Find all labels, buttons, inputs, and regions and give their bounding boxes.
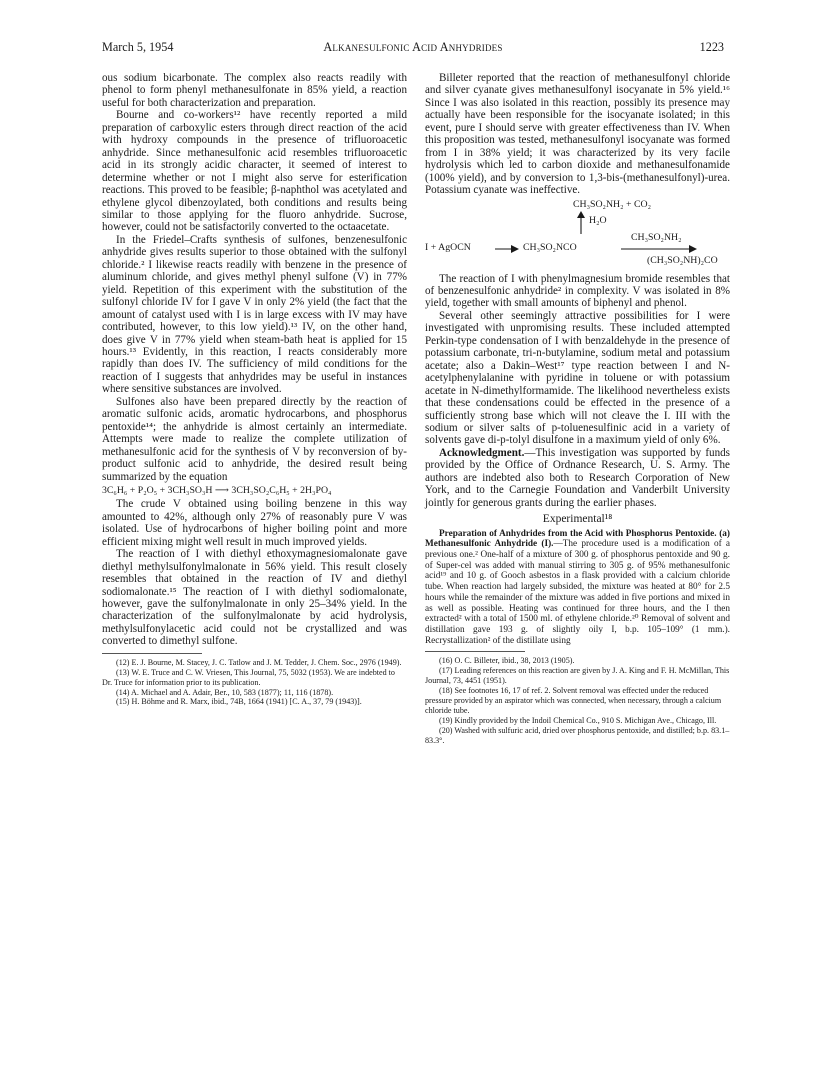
footnotes bbox=[425, 656, 730, 745]
paragraph: Sulfones also have been prepared directly by the reaction of aromatic sulfonic acids, aromatic hydrocarbons, and phosphorus pentoxide¹⁴; the anhydride is almost certainly an intermediate. Attempts were made to realize the complete utilization of methanesulfonic acid for the synthesis of V by reconversion of by-product sulfonic acid to anhydride, the desired result being summarized by the equation bbox=[102, 395, 407, 483]
up-arrow-icon bbox=[575, 211, 587, 235]
footnote: (20) Washed with sulfuric acid, dried over phosphorus pentoxide, and distilled; b.p. 83.1–83.3°. bbox=[425, 725, 730, 745]
footnote: (14) A. Michael and A. Adair, Ber., 10, 583 (1877); 11, 116 (1878). bbox=[116, 687, 334, 697]
chemical-equation: 3C₆H₆ + P₂O₅ + 3CH₃SO₃H ⟶ 3CH₃SO₂C₆H₅ + 2H₃PO₄ bbox=[102, 484, 332, 496]
scheme-urea-product: (CH₃SO₂NH)₂CO bbox=[647, 254, 718, 266]
footnotes bbox=[102, 658, 407, 708]
header-title: Alkanesulfonic Acid Anhydrides bbox=[323, 40, 503, 54]
footnote: (13) W. E. Truce and C. W. Vriesen, This Journal, 75, 5032 (1953). We are indebted to Dr. Truce for information prior to its publication. bbox=[102, 667, 395, 687]
paragraph: The crude V obtained using boiling benzene in this way amounted to 42%, although only 27% of reasonably pure V was isolated. Use of hydrocarbons of higher boiling point and more efficient mixing might well result in much improved yields. bbox=[102, 498, 407, 548]
page-number: 1223 bbox=[699, 40, 724, 54]
paragraph: In the Friedel–Crafts synthesis of sulfones, benzenesulfonic anhydride gives results superior to those obtained with the sulfonyl chloride.² I likewise reacts readily with benzene in the presence of aluminum chloride, and gives methyl phenyl sulfone (V) in 77% yield. Repetition of this experiment with the substitution of the sulfonyl chloride IV for I gave V in only 2% yield (the fact that the amount of catalyst used with I is in large excess with IV may have contributed, however, to this low yield).¹³ IV, on the other hand, does give V in 77% yield when steam-bath heat is applied for 15 hours.¹³ Evidently, in this reaction, I reacts considerably more rapidly than does IV. The sufficiency of mild conditions for the reaction of I suggests that anhydrides may be useful in instances where sensitive substances are involved. bbox=[102, 233, 407, 396]
scheme-reagent: CH₃SO₂NH₂ bbox=[631, 231, 682, 243]
section-heading-experimental: Experimental¹⁸ bbox=[542, 513, 613, 526]
footnote: (15) H. Böhme and R. Marx, ibid., 74B, 1664 (1941) [C. A., 37, 79 (1943)]. bbox=[116, 697, 362, 707]
footnote-divider bbox=[102, 653, 202, 654]
footnote: (19) Kindly provided by the Indoil Chemical Co., 910 S. Michigan Ave., Chicago, Ill. bbox=[439, 715, 717, 725]
footnote: (18) See footnotes 16, 17 of ref. 2. Solvent removal was effected under the reduced pressure provided by an aspirator which was connected, when necessary, through a calcium chloride tube. bbox=[425, 686, 722, 715]
scheme-reactants: I + AgOCN bbox=[425, 241, 471, 253]
acknowledgment-label: Acknowledgment. bbox=[439, 446, 525, 459]
footnote: (12) E. J. Bourne, M. Stacey, J. C. Tatlow and J. M. Tedder, J. Chem. Soc., 2976 (1949). bbox=[116, 657, 402, 667]
left-column bbox=[102, 72, 407, 707]
right-arrow-icon bbox=[621, 243, 697, 255]
paragraph: The reaction of I with phenylmagnesium bromide resembles that of benzenesulfonic anhydride² in complexity. V was isolated in 8% yield, together with small amounts of biphenyl and phenol. bbox=[425, 272, 730, 310]
paragraph: Billeter reported that the reaction of methanesulfonyl chloride and silver cyanate gives methanesulfonyl isocyanate in 5% yield.¹⁶ Since I was also isolated in this reaction, possibly its presence may actually have been responsible for the isocyanate isolated; in this event, pure I should serve with greater effectiveness than IV. When this proposition was tested, methanesulfonyl isocyanate was formed from I in 38% yield; it was characterized by its very facile hydrolysis which led to carbon dioxide and methanesulfonamide (100% yield), and by conversion to 1,3-bis-(methanesulfonyl)-urea. Potassium cyanate was ineffective. bbox=[425, 72, 730, 197]
running-header bbox=[102, 40, 724, 56]
reaction-scheme bbox=[425, 199, 730, 271]
scheme-top-product: CH₃SO₂NH₂ + CO₂ bbox=[573, 198, 651, 210]
experimental-text: —The procedure used is a modification of a previous one.² One-half of a mixture of 300 g. of phosphorus pentoxide and 90 g. of Super-cel was added with manual stirring to 305 g. of 95% methanesulfonic acid¹⁹ and 10 g. of Gooch asbestos in a flask provided with a calcium chloride tube. When reaction had largely subsided, the mixture was heated at 80° for 2.5 hours while the remainder of the mixture was added in five portions and mixed in as well as possible. Heating was continued for three hours, and the I then extracted² with a total of 1500 ml. of ethylene chloride.²⁰ Removal of solvent and distillation gave 193 g. of slightly oily I, b.p. 105–109° (1 mm.). Recrystallization² of the distillate using bbox=[425, 539, 730, 646]
paragraph: The reaction of I with diethyl ethoxymagnesiomalonate gave diethyl methylsulfonylmalonate in 56% yield. This result closely resembles that obtained in the reaction of IV and diethyl sodiomalonate.¹⁵ The reaction of I with diethyl sodiomalonate, however, gave the sulfonylmalonate in only 25–34% yield. In the characterization of the sulfonylmalonate by acid hydrolysis, methylsulfonylacetic acid could not be crystallized and was converted to dimethyl sulfone. bbox=[102, 548, 407, 648]
footnote: (17) Leading references on this reaction are given by J. A. King and F. H. McMillan, This Journal, 73, 4451 (1951). bbox=[425, 666, 730, 686]
experimental-subheading: Preparation of Anhydrides from the Acid with Phosphorus Pentoxide. (a) Methanesulfonic Anhydride (I). bbox=[425, 528, 730, 550]
footnote-divider bbox=[425, 651, 525, 652]
scheme-water: H₂O bbox=[589, 214, 607, 226]
acknowledgment-text: —This investigation was supported by funds provided by the Office of Ordnance Research, U. S. Army. The authors are indebted also both to Research Corporation of New York, and to the Carnegie Foundation and Vanderbilt University jointly for generous grants during the earlier phases. bbox=[425, 446, 730, 509]
right-column bbox=[425, 72, 730, 745]
acknowledgment bbox=[425, 447, 730, 509]
header-date: March 5, 1954 bbox=[102, 40, 174, 54]
footnote: (16) O. C. Billeter, ibid., 38, 2013 (1905). bbox=[439, 656, 575, 666]
right-arrow-icon bbox=[495, 243, 519, 255]
paragraph: Several other seemingly attractive possibilities for I were investigated with unpromising results. These included attempted Perkin-type condensation of I with benzaldehyde in the presence of potassium carbonate, tri-n-butylamine, sodium metal and potassium acetate; also a Dakin–West¹⁷ type reaction between I and N-acetylphenylalanine with pyridine in toluene or with potassium acetate in N-dimethylformamide. The likelihood nevertheless exists that these condensations could be effected in the presence of a sufficiently strong base which will not cleave the I. III with the sodium or silver salts of p-toluenesulfinic acid in a variety of solvents gave di-p-tolyl disulfone in a maximum yield of only 6%. bbox=[425, 309, 730, 447]
experimental-paragraph bbox=[425, 529, 730, 647]
paragraph: ous sodium bicarbonate. The complex also reacts readily with phenol to form phenyl methanesulfonate in 85% yield, a reaction useful for both characterization and preparation. bbox=[102, 72, 407, 109]
scheme-isocyanate: CH₃SO₂NCO bbox=[523, 241, 577, 253]
paragraph: Bourne and co-workers¹² have recently reported a mild preparation of carboxylic esters through direct reaction of the acid with hydroxy compounds in the presence of trifluoroacetic anhydride. Since methanesulfonic acid resembles trifluoroacetic acid in its strongly acidic character, it seemed of interest to determine whether or not I might also serve for esterification reactions. This proved to be feasible; β-naphthol was acetylated and ethylene glycol dibenzoylated, both conditions and results being similar to those applying for the fluoro anhydride. Sucrose, however, could not be satisfactorily converted to the octaacetate. bbox=[102, 109, 407, 234]
